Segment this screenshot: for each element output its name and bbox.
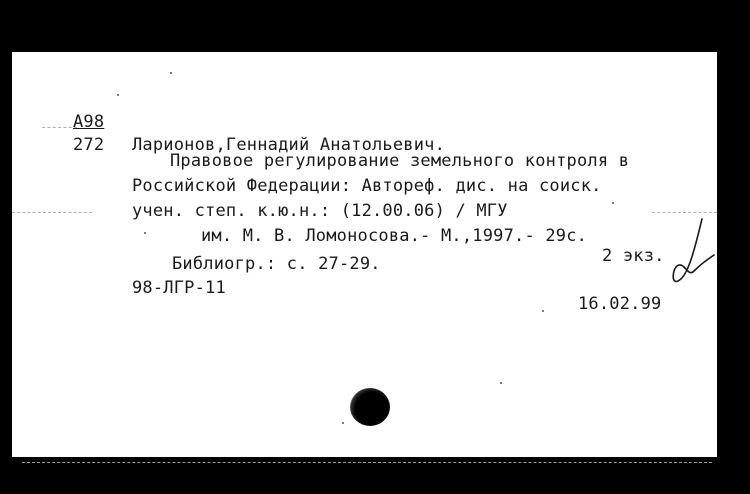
speck [500, 382, 502, 384]
scan-border [0, 458, 750, 494]
speck [542, 310, 544, 312]
date-stamp: 16.02.99 [578, 294, 662, 314]
title-line-1: Правовое регулирование земельного контроля в [170, 151, 630, 171]
copies-count: 2 экз. [602, 246, 665, 266]
scan-artifact-line [12, 212, 92, 213]
title-line-2: Российской Федерации: Автореф. дис. на соиск. [132, 176, 602, 196]
shelf-code-bottom: 272 [73, 135, 105, 155]
speck [117, 94, 119, 96]
catalog-card [12, 52, 717, 457]
speck [144, 232, 146, 234]
speck [170, 72, 172, 74]
author-heading: Ларионов,Геннадий Анатольевич. [132, 135, 446, 155]
punch-hole [350, 388, 390, 426]
scan-artifact-line [652, 212, 717, 213]
bibliography-note: Библиогр.: с. 27-29. [172, 254, 381, 274]
title-line-3: учен. степ. к.ю.н.: (12.00.06) / МГУ [132, 201, 508, 221]
speck [612, 202, 614, 204]
inventory-number: 98-ЛГР-11 [132, 278, 226, 298]
title-line-4: им. М. В. Ломоносова.- М.,1997.- 29с. [201, 226, 588, 246]
handwritten-signature [664, 215, 716, 287]
scan-artifact-line [42, 127, 77, 128]
scan-artifact-line [22, 462, 712, 463]
speck [342, 422, 344, 424]
shelf-code-top: А98 [73, 112, 105, 132]
